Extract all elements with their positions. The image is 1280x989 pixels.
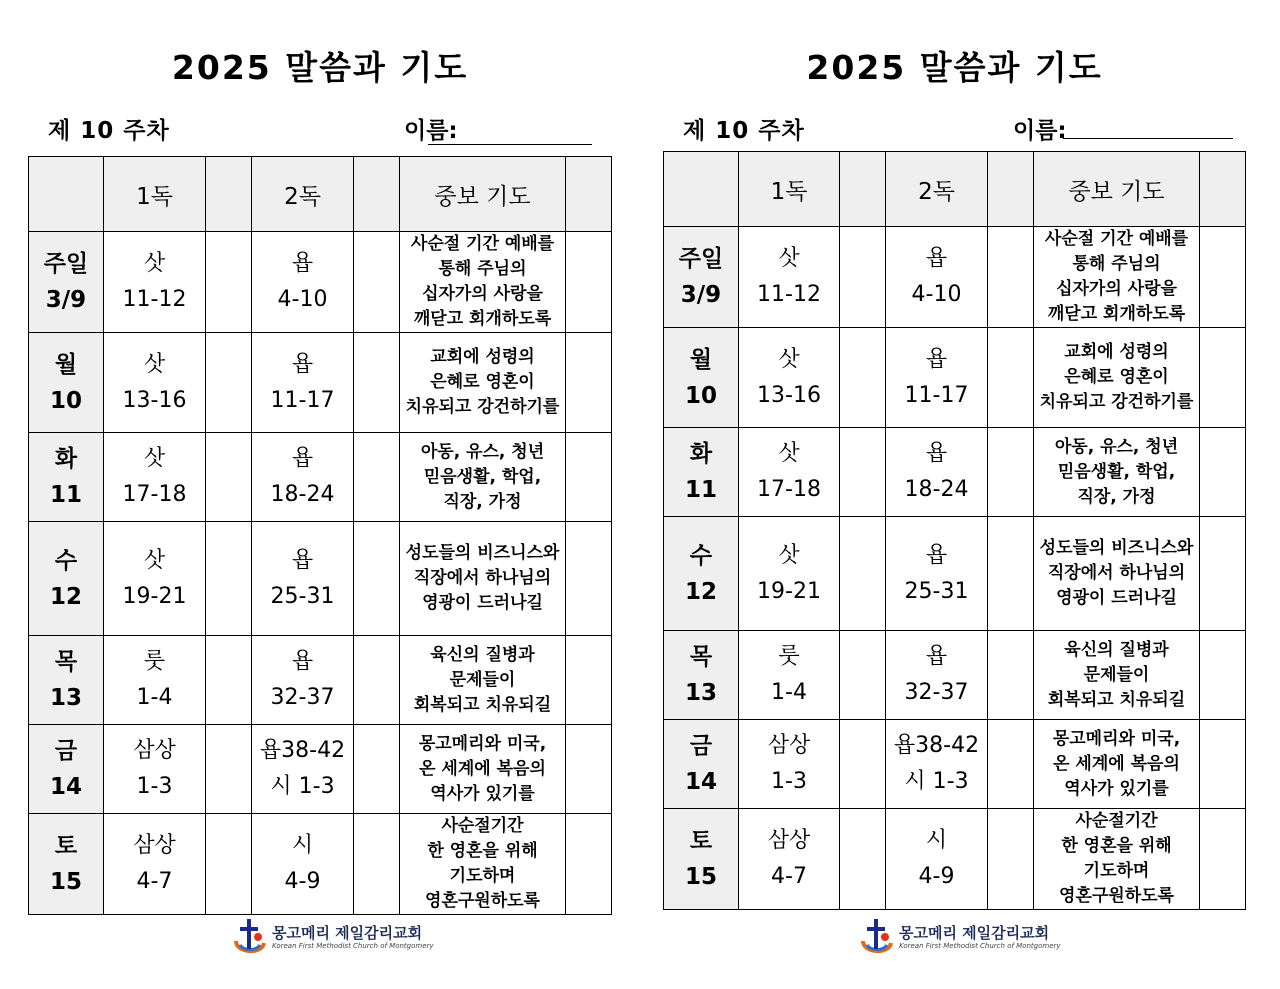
first-reading-check-box[interactable]: [840, 809, 886, 910]
prayer-line: 몽고메리와 미국,: [1052, 728, 1181, 749]
first-reading-cell: [104, 522, 206, 636]
table-row: [664, 517, 1246, 631]
prayer-line: 은혜로 영혼이: [1064, 367, 1169, 387]
first-reading-book: 삿: [778, 441, 800, 466]
prayer-line: 직장, 가정: [443, 491, 522, 512]
prayer-line: 십자가의 사랑을: [1056, 279, 1177, 299]
second-reading-cell: [886, 227, 988, 328]
prayer-line: 기도하며: [1083, 861, 1150, 881]
first-reading-check-box[interactable]: [206, 725, 252, 814]
prayer-check-box[interactable]: [566, 814, 612, 915]
day-date: 10: [49, 387, 82, 414]
logo-church-name: 몽고메리 제일감리교회: [899, 923, 1050, 942]
prayer-check-box[interactable]: [1200, 809, 1246, 910]
second-reading-book: 욥: [291, 446, 314, 471]
second-reading-check-box[interactable]: [354, 232, 400, 333]
second-reading-cell: [252, 725, 354, 814]
first-reading-book: 룻: [778, 644, 800, 669]
second-reading-check-box[interactable]: [988, 517, 1034, 631]
second-reading-book: 욥: [925, 441, 948, 466]
first-reading-check-box[interactable]: [840, 720, 886, 809]
second-reading-book: 욥: [925, 644, 948, 669]
first-reading-cell: [104, 636, 206, 725]
second-reading-cell: [252, 333, 354, 433]
second-reading-book: 욥: [291, 251, 314, 276]
prayer-check-box[interactable]: [1200, 428, 1246, 517]
prayer-line: 온 세계에 복음의: [419, 758, 546, 779]
prayer-check-box[interactable]: [1200, 517, 1246, 631]
day-name: 토: [689, 828, 713, 854]
header-check: [566, 157, 612, 232]
church-cross-logo-icon: [859, 915, 895, 959]
day-cell: [29, 725, 104, 814]
first-reading-check-box[interactable]: [206, 814, 252, 915]
prayer-line: 사순절 기간 예배를: [1044, 229, 1189, 249]
header-second-reading: 2독: [886, 152, 988, 227]
day-date: 15: [684, 864, 717, 890]
second-reading-cell: [886, 428, 988, 517]
second-reading-cell: [252, 232, 354, 333]
second-reading-chapters: 시 1-3: [270, 774, 335, 799]
second-reading-chapters: 4-9: [284, 869, 321, 894]
second-reading-cell: [886, 809, 988, 910]
table-row: [664, 227, 1246, 328]
table-row: [664, 631, 1246, 720]
prayer-line: 사순절 기간 예배를: [410, 234, 555, 254]
prayer-cell: [1034, 720, 1200, 809]
day-cell: [29, 433, 104, 522]
first-reading-book: 삿: [778, 246, 800, 271]
first-reading-check-box[interactable]: [840, 328, 886, 428]
prayer-check-box[interactable]: [566, 522, 612, 636]
prayer-line: 회복되고 치유되길: [1047, 689, 1186, 710]
logo-church-name: 몽고메리 제일감리교회: [272, 923, 423, 942]
day-cell: [29, 814, 104, 915]
prayer-line: 육신의 질병과: [430, 644, 535, 665]
first-reading-chapters: 13-16: [757, 382, 821, 408]
prayer-line: 치유되고 강건하기를: [1039, 392, 1194, 412]
prayer-line: 육신의 질병과: [1064, 639, 1169, 660]
first-reading-chapters: 4-7: [136, 869, 173, 894]
prayer-cell: [1034, 809, 1200, 910]
prayer-line: 영혼구원하도록: [425, 891, 540, 911]
day-name: 주일: [678, 246, 724, 272]
day-date: 15: [49, 869, 82, 895]
day-name: 금: [689, 733, 713, 759]
second-reading-check-box[interactable]: [354, 522, 400, 636]
header-check: [840, 152, 886, 227]
prayer-line: 역사가 있기를: [430, 783, 535, 804]
second-reading-book: 욥: [925, 346, 948, 372]
prayer-line: 영광이 드러나길: [1056, 588, 1177, 608]
prayer-line: 몽고메리와 미국,: [418, 733, 547, 754]
prayer-line: 십자가의 사랑을: [422, 284, 543, 304]
first-reading-book: 삿: [143, 446, 166, 471]
second-reading-check-box[interactable]: [988, 720, 1034, 809]
prayer-line: 문제들이: [1083, 664, 1150, 685]
prayer-line: 아동, 유스, 청년: [420, 441, 545, 462]
day-name: 월: [54, 351, 78, 378]
first-reading-chapters: 1-3: [136, 774, 173, 799]
day-date: 11: [49, 482, 82, 508]
second-reading-book: 욥: [291, 649, 314, 674]
prayer-line: 아동, 유스, 청년: [1054, 436, 1179, 457]
table-row: [664, 428, 1246, 517]
header-blank: [29, 157, 104, 232]
week-label: 제 10 주차: [48, 118, 170, 144]
name-blank-line[interactable]: [1063, 138, 1233, 139]
prayer-line: 온 세계에 복음의: [1053, 753, 1180, 774]
header-prayer: 중보 기도: [400, 157, 566, 232]
church-cross-logo-icon: [232, 915, 268, 959]
table-row: [29, 522, 612, 636]
table-row: [29, 433, 612, 522]
second-reading-book: 시: [925, 828, 948, 853]
day-date: 14: [49, 774, 82, 800]
first-reading-book: 삼상: [133, 738, 176, 763]
header-prayer: 중보 기도: [1034, 152, 1200, 227]
prayer-line: 역사가 있기를: [1064, 778, 1169, 799]
first-reading-chapters: 17-18: [122, 482, 187, 507]
prayer-cell: [1034, 428, 1200, 517]
table-row: [29, 814, 612, 915]
day-cell: [664, 227, 739, 328]
sheet-title: 2025 말씀과 기도: [806, 48, 1103, 87]
prayer-cell: [400, 636, 566, 725]
prayer-cell: [400, 232, 566, 333]
header-check: [354, 157, 400, 232]
first-reading-chapters: 11-12: [122, 287, 187, 312]
table-row: [664, 328, 1246, 428]
day-date: 13: [684, 680, 717, 706]
second-reading-chapters: 4-10: [277, 287, 328, 312]
day-date: 14: [684, 769, 717, 795]
second-reading-check-box[interactable]: [354, 433, 400, 522]
prayer-line: 믿음생활, 학업,: [1057, 461, 1176, 482]
first-reading-check-box[interactable]: [206, 522, 252, 636]
table-row: [29, 636, 612, 725]
first-reading-book: 삿: [143, 547, 166, 573]
day-name: 토: [54, 833, 78, 859]
prayer-line: 한 영혼을 위해: [427, 841, 538, 861]
second-reading-check-box[interactable]: [988, 328, 1034, 428]
first-reading-cell: [739, 428, 840, 517]
second-reading-chapters: 32-37: [270, 685, 335, 710]
day-cell: [664, 720, 739, 809]
prayer-check-box[interactable]: [1200, 720, 1246, 809]
day-name: 금: [54, 738, 78, 764]
prayer-cell: [400, 522, 566, 636]
header-check: [988, 152, 1034, 227]
table-row: [29, 725, 612, 814]
first-reading-cell: [104, 333, 206, 433]
first-reading-chapters: 4-7: [771, 864, 807, 889]
day-date: 13: [49, 685, 82, 711]
second-reading-cell: [886, 517, 988, 631]
second-reading-book: 욥: [925, 246, 948, 271]
prayer-line: 직장, 가정: [1077, 486, 1156, 507]
second-reading-check-box[interactable]: [988, 428, 1034, 517]
first-reading-check-box[interactable]: [206, 333, 252, 433]
first-reading-cell: [104, 232, 206, 333]
first-reading-cell: [739, 227, 840, 328]
first-reading-chapters: 1-4: [136, 685, 173, 710]
header-check: [206, 157, 252, 232]
second-reading-chapters: 18-24: [904, 477, 969, 502]
second-reading-book: 시: [291, 833, 314, 858]
second-reading-check-box[interactable]: [354, 636, 400, 725]
header-second-reading: 2독: [252, 157, 354, 232]
first-reading-cell: [739, 631, 840, 720]
prayer-line: 은혜로 영혼이: [430, 372, 535, 392]
church-logo: [859, 915, 1061, 959]
prayer-cell: [400, 333, 566, 433]
day-cell: [664, 328, 739, 428]
first-reading-check-box[interactable]: [206, 636, 252, 725]
prayer-line: 교회에 성령의: [1064, 342, 1169, 362]
prayer-line: 성도들의 비즈니스와: [1039, 538, 1194, 558]
church-logo: [232, 915, 434, 959]
day-cell: [29, 522, 104, 636]
first-reading-chapters: 19-21: [122, 583, 187, 609]
day-cell: [29, 636, 104, 725]
first-reading-chapters: 1-3: [771, 769, 807, 794]
prayer-cell: [1034, 517, 1200, 631]
second-reading-cell: [252, 522, 354, 636]
day-cell: [29, 232, 104, 333]
prayer-line: 직장에서 하나님의: [1047, 563, 1186, 583]
prayer-check-box[interactable]: [1200, 227, 1246, 328]
day-name: 화: [54, 446, 78, 472]
first-reading-check-box[interactable]: [840, 428, 886, 517]
prayer-line: 깨닫고 회개하도록: [1047, 304, 1186, 324]
prayer-line: 회복되고 치유되길: [413, 694, 552, 715]
name-blank-line[interactable]: [428, 144, 592, 145]
prayer-line: 사순절기간: [1075, 811, 1158, 831]
second-reading-check-box[interactable]: [988, 809, 1034, 910]
prayer-line: 영혼구원하도록: [1059, 886, 1174, 906]
prayer-line: 교회에 성령의: [430, 347, 535, 367]
prayer-line: 믿음생활, 학업,: [423, 466, 542, 487]
sheet-title: 2025 말씀과 기도: [171, 48, 469, 87]
prayer-cell: [1034, 631, 1200, 720]
second-reading-cell: [252, 814, 354, 915]
first-reading-check-box[interactable]: [840, 631, 886, 720]
first-reading-book: 삿: [143, 251, 166, 276]
header-check: [1200, 152, 1246, 227]
prayer-line: 깨닫고 회개하도록: [413, 309, 552, 329]
first-reading-cell: [739, 328, 840, 428]
day-name: 목: [54, 649, 78, 675]
day-cell: [664, 517, 739, 631]
first-reading-book: 삿: [143, 351, 166, 377]
second-reading-book: 욥: [291, 547, 314, 573]
prayer-line: 통해 주님의: [1072, 254, 1161, 274]
table-row: [664, 809, 1246, 910]
prayer-check-box[interactable]: [1200, 631, 1246, 720]
second-reading-check-box[interactable]: [988, 227, 1034, 328]
week-label: 제 10 주차: [683, 118, 805, 144]
day-date: 11: [684, 477, 717, 503]
day-date: 12: [49, 583, 82, 610]
second-reading-chapters: 32-37: [904, 680, 969, 705]
logo-church-subtitle: Korean First Methodist Church of Montgomery: [272, 941, 434, 950]
day-cell: [29, 333, 104, 433]
second-reading-cell: [886, 631, 988, 720]
first-reading-chapters: 11-12: [757, 282, 821, 307]
first-reading-book: 삼상: [767, 828, 811, 853]
second-reading-book: 욥38-42: [259, 738, 346, 763]
day-date: 3/9: [45, 287, 87, 313]
second-reading-check-box[interactable]: [354, 333, 400, 433]
day-name: 월: [689, 346, 713, 373]
day-date: 12: [684, 578, 717, 605]
first-reading-cell: [104, 433, 206, 522]
first-reading-book: 삿: [778, 542, 800, 568]
second-reading-chapters: 11-17: [904, 382, 969, 408]
day-name: 수: [689, 542, 713, 569]
prayer-cell: [1034, 227, 1200, 328]
first-reading-chapters: 19-21: [757, 578, 821, 604]
table-row: [664, 720, 1246, 809]
first-reading-cell: [739, 517, 840, 631]
prayer-check-box[interactable]: [566, 725, 612, 814]
prayer-line: 치유되고 강건하기를: [405, 397, 560, 417]
first-reading-cell: [104, 814, 206, 915]
second-reading-chapters: 25-31: [270, 583, 335, 609]
second-reading-chapters: 11-17: [270, 387, 335, 413]
table-row: [29, 232, 612, 333]
day-cell: [664, 809, 739, 910]
second-reading-check-box[interactable]: [354, 814, 400, 915]
day-cell: [664, 428, 739, 517]
prayer-line: 기도하며: [449, 866, 516, 886]
first-reading-chapters: 17-18: [757, 477, 821, 502]
first-reading-book: 룻: [143, 649, 166, 674]
day-name: 화: [689, 441, 713, 467]
name-label: 이름:: [404, 118, 458, 144]
second-reading-book: 욥38-42: [893, 733, 980, 758]
header-blank: [664, 152, 739, 227]
first-reading-check-box[interactable]: [206, 433, 252, 522]
second-reading-chapters: 18-24: [270, 482, 335, 507]
second-reading-chapters: 25-31: [904, 578, 969, 604]
header-first-reading: 1독: [104, 157, 206, 232]
prayer-cell: [400, 725, 566, 814]
day-name: 주일: [43, 251, 89, 277]
second-reading-check-box[interactable]: [988, 631, 1034, 720]
second-reading-check-box[interactable]: [354, 725, 400, 814]
second-reading-book: 욥: [291, 351, 314, 377]
day-name: 수: [54, 547, 78, 574]
prayer-line: 통해 주님의: [438, 259, 527, 279]
logo-church-subtitle: Korean First Methodist Church of Montgomery: [899, 941, 1061, 950]
table-header-row: [29, 157, 612, 232]
first-reading-chapters: 13-16: [122, 387, 187, 413]
first-reading-book: 삼상: [133, 833, 176, 858]
table-header-row: [664, 152, 1246, 227]
prayer-check-box[interactable]: [566, 433, 612, 522]
prayer-line: 성도들의 비즈니스와: [405, 543, 560, 563]
second-reading-cell: [252, 433, 354, 522]
prayer-cell: [400, 814, 566, 915]
second-reading-cell: [886, 328, 988, 428]
reading-table: [663, 151, 1246, 910]
prayer-check-box[interactable]: [566, 636, 612, 725]
first-reading-check-box[interactable]: [840, 227, 886, 328]
second-reading-chapters: 4-10: [911, 282, 962, 307]
first-reading-cell: [739, 720, 840, 809]
first-reading-cell: [739, 809, 840, 910]
prayer-line: 문제들이: [449, 669, 516, 690]
day-date: 10: [684, 382, 717, 409]
prayer-check-box[interactable]: [1200, 328, 1246, 428]
second-reading-cell: [252, 636, 354, 725]
prayer-check-box[interactable]: [566, 232, 612, 333]
name-label: 이름:: [1013, 118, 1067, 144]
second-reading-book: 욥: [925, 542, 948, 568]
reading-table: [28, 156, 612, 915]
prayer-line: 사순절기간: [441, 816, 524, 836]
day-date: 3/9: [680, 282, 722, 308]
prayer-cell: [1034, 328, 1200, 428]
day-cell: [664, 631, 739, 720]
first-reading-chapters: 1-4: [771, 680, 807, 705]
first-reading-book: 삿: [778, 346, 800, 372]
day-name: 목: [689, 644, 713, 670]
prayer-line: 직장에서 하나님의: [413, 568, 552, 588]
second-reading-chapters: 시 1-3: [904, 769, 969, 794]
second-reading-cell: [886, 720, 988, 809]
first-reading-book: 삼상: [767, 733, 811, 758]
first-reading-cell: [104, 725, 206, 814]
table-row: [29, 333, 612, 433]
prayer-line: 한 영혼을 위해: [1061, 836, 1172, 856]
header-first-reading: 1독: [739, 152, 840, 227]
second-reading-chapters: 4-9: [918, 864, 955, 889]
first-reading-check-box[interactable]: [840, 517, 886, 631]
prayer-line: 영광이 드러나길: [422, 593, 543, 613]
first-reading-check-box[interactable]: [206, 232, 252, 333]
prayer-cell: [400, 433, 566, 522]
prayer-check-box[interactable]: [566, 333, 612, 433]
